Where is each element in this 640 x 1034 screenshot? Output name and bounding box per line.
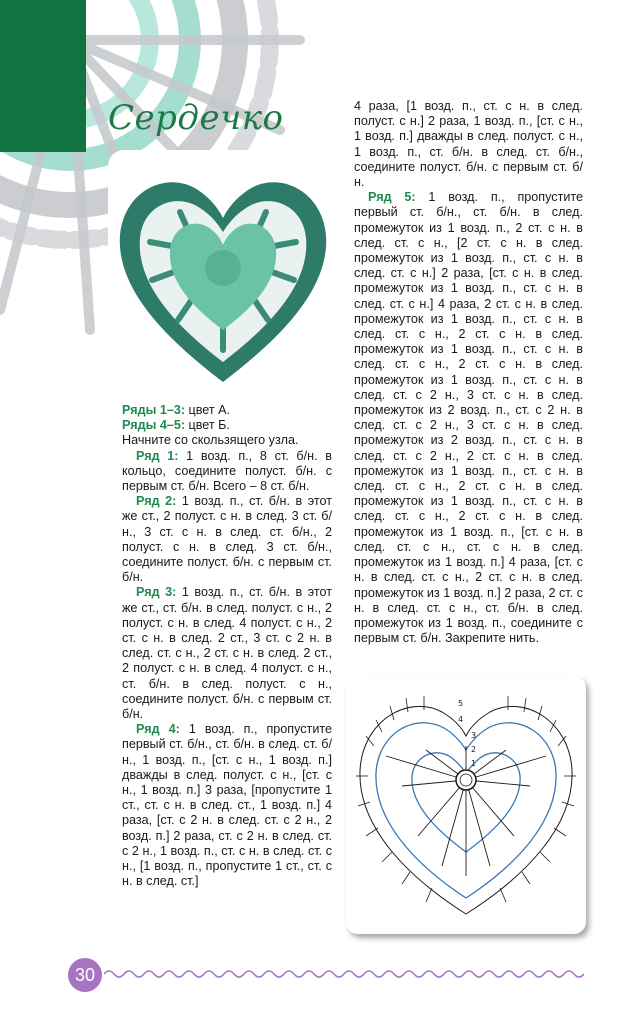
diagram-row-number: 5: [458, 699, 464, 708]
instruction-line: Начните со скользящего узла.: [122, 433, 299, 448]
diagram-row-number: 1: [471, 759, 477, 768]
instructions-left-column: [122, 403, 332, 890]
instruction-paragraph: Ряд 2: 1 возд. п., ст. б/н. в этот же ст., 2 полуст. с н. в след. 3 ст. б/н., 3 ст. с н. в след. ст. б/н., 2 полуст. с н. в след. 3 ст. б/н., соедините полуст. б/н. с первым ст. б/н.: [122, 494, 332, 585]
instruction-paragraph: Ряд 3: 1 возд. п., ст. б/н. в этот же ст., ст. б/н. в след. полуст. с н., 2 полуст. с н. в след. 4 полуст. с н., 2 ст. с н. в след. 2 ст., 3 ст. с 2 н. в след. ст. с н., 2 ст. с н. в след. 2 ст., 2 полуст. с н. в след. 4 полуст. с н., ст. б/н. в след. полуст. с н., соедините полуст. б/н. с первым ст. б/н.: [122, 585, 332, 722]
crochet-heart-photo: [108, 150, 338, 402]
instruction-paragraph: Ряд 1: 1 возд. п., 8 ст. б/н. в кольцо, соедините полуст. б/н. с первым ст. б/н. Всего – 8 ст. б/н.: [122, 448, 332, 494]
instruction-paragraph: 4 раза, [1 возд. п., ст. с н. в след. полуст. с н.] 2 раза, 1 возд. п., [ст. с н., 1 возд. п.] дважды в след. полуст. с н., 1 возд. п., ст. б/н. в след. ст. б/н., соедините полуст. б/н. с первым ст. б/н.: [354, 99, 583, 190]
diagram-row-number: 3: [471, 731, 477, 740]
instructions-right-column: [354, 99, 583, 646]
instruction-paragraph: Ряд 4: 1 возд. п., пропустите первый ст. б/н., ст. б/н. в след. ст. б/н., 1 возд. п., [ст. с н., 1 возд. п.] дважды в след. полуст. с н., [ст. с н., 1 возд. п.] 3 раза, [пропустите 1 ст., ст. с н. в след. ст., 1 возд. п.] 4 раза, [ст. с 2 н. в след. ст. с 2 н., 2 возд. п.] 2 раза, ст. с 2 н. в след. ст. с 2 н., 1 возд. п., ст. с н. в след. ст. с н., [1 возд. п., пропустите 1 ст., ст. с н. в след. ст.]: [122, 722, 332, 889]
instruction-line: Ряды 1–3: цвет А.: [122, 403, 231, 417]
decorative-wave-line: [104, 966, 584, 982]
diagram-row-number: 4: [458, 715, 464, 724]
instruction-line: Ряды 4–5: цвет Б.: [122, 418, 230, 433]
green-corner-block: [0, 0, 86, 152]
diagram-row-number: 2: [471, 745, 477, 754]
crochet-diagram: [346, 676, 586, 934]
instruction-paragraph: Ряд 5: 1 возд. п., пропустите первый ст. б/н., ст. б/н. в след. промежуток из 1 возд. п., 2 ст. с н. в след. ст. с н., [2 ст. с н. в след. промежуток из 1 возд. п., ст. с н. в след. ст. с н.] 2 раза, [ст. с н. в след. промежуток из 1 возд. п., ст. с н. в след. ст. с н.] 4 раза, 2 ст. с н. в след. промежуток из 1 возд. п., ст. с н. в след. ст. с н., 2 ст. с н. в след. промежуток из 1 возд. п., ст. с н. в след. ст. с н., 2 ст. с н. в след. промежуток из 1 возд. п., ст. с н. в след. ст. с 2 н., 3 ст. с н. в след. промежуток из 2 возд. п., ст. с 2 н. в след. ст. с 2 н., 3 ст. с н. в след. промежуток из 2 возд. п., ст. с н. в след. ст. с 2 н., 2 ст. с н. в след. промежуток из 1 возд. п., ст. с н. в след. ст. с н., 2 ст. с н. в след. промежуток из 1 возд. п., ст. с н. в след. ст. с н., 2 ст. с н. в след. промежуток из 1 возд. п., [ст. с н. в след. ст. с н., ст. с н. в след. промежуток из 1 возд. п.] 4 раза, [ст. с н. в след. ст. с н., 2 ст. с н. в след. промежуток из 1 возд. п.] 2 раза, 2 ст. с н. в след. ст. с н., ст. б/н. в след. промежуток из 1 возд. п., соедините с первым ст. б/н. Закрепите нить.: [354, 190, 584, 646]
page-number-badge: 30: [68, 958, 102, 992]
page-title: Сердечко: [108, 98, 284, 138]
